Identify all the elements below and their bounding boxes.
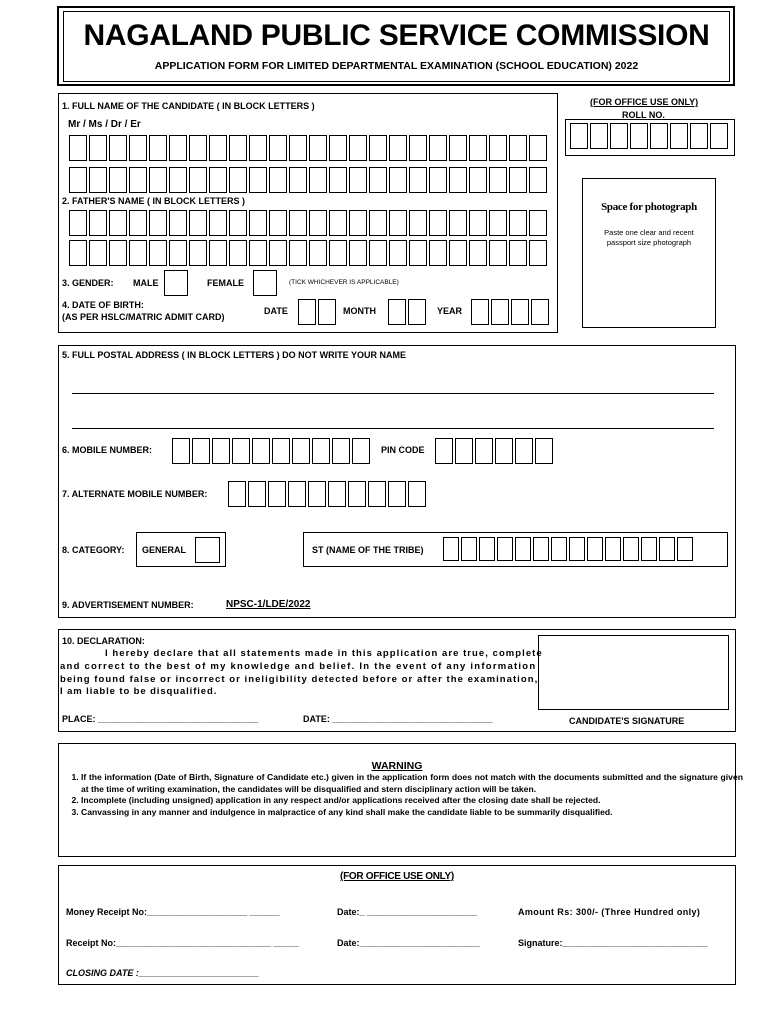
char-box[interactable] xyxy=(509,210,527,236)
char-box[interactable] xyxy=(489,210,507,236)
dob-year-label: YEAR xyxy=(437,306,463,316)
char-box[interactable] xyxy=(149,210,167,236)
dob-date-boxes[interactable] xyxy=(298,299,338,325)
char-box[interactable] xyxy=(248,481,266,507)
char-box[interactable] xyxy=(329,240,347,266)
mobile-label: 6. MOBILE NUMBER: xyxy=(62,445,152,455)
char-box[interactable] xyxy=(659,537,675,561)
char-box[interactable] xyxy=(69,135,87,161)
office-use-section xyxy=(58,865,736,985)
office-use-title: (FOR OFFICE USE ONLY) xyxy=(340,871,454,882)
form-subtitle: APPLICATION FORM FOR LIMITED DEPARTMENTAL EXAMINATION (SCHOOL EDUCATION) 2022 xyxy=(154,60,639,72)
char-box[interactable] xyxy=(172,438,190,464)
char-box[interactable] xyxy=(329,210,347,236)
char-box[interactable] xyxy=(409,240,427,266)
char-box[interactable] xyxy=(272,438,290,464)
char-box[interactable] xyxy=(479,537,495,561)
char-box[interactable] xyxy=(408,481,426,507)
char-box[interactable] xyxy=(349,210,367,236)
char-box[interactable] xyxy=(515,537,531,561)
char-box[interactable] xyxy=(509,240,527,266)
char-box[interactable] xyxy=(289,210,307,236)
char-box[interactable] xyxy=(449,210,467,236)
char-box[interactable] xyxy=(408,299,426,325)
dob-month-label: MONTH xyxy=(343,306,376,316)
char-box[interactable] xyxy=(192,438,210,464)
char-box[interactable] xyxy=(570,123,588,149)
char-box[interactable] xyxy=(232,438,250,464)
char-box[interactable] xyxy=(329,135,347,161)
char-box[interactable] xyxy=(269,210,287,236)
char-box[interactable] xyxy=(469,240,487,266)
declaration-line-1: I hereby declare that all statements made in this application are true, complete xyxy=(105,648,543,659)
alt-mobile-label: 7. ALTERNATE MOBILE NUMBER: xyxy=(62,489,208,499)
warning-item: 3. Canvassing in any manner and indulgence in malpractice of any kind shall make the candidate liable to be summarily disqualified. xyxy=(81,807,743,819)
male-checkbox[interactable] xyxy=(164,270,188,296)
father-name-boxes-row2[interactable] xyxy=(69,240,549,266)
char-box[interactable] xyxy=(529,167,547,193)
char-box[interactable] xyxy=(89,210,107,236)
char-box[interactable] xyxy=(710,123,728,149)
char-box[interactable] xyxy=(249,167,267,193)
char-box[interactable] xyxy=(169,210,187,236)
char-box[interactable] xyxy=(469,167,487,193)
declaration-line-2: and correct to the best of my knowledge and belief. In the event of any information xyxy=(60,661,537,672)
char-box[interactable] xyxy=(551,537,567,561)
char-box[interactable] xyxy=(388,299,406,325)
char-box[interactable] xyxy=(189,240,207,266)
char-box[interactable] xyxy=(605,537,621,561)
char-box[interactable] xyxy=(269,167,287,193)
char-box[interactable] xyxy=(109,240,127,266)
char-box[interactable] xyxy=(318,299,336,325)
char-box[interactable] xyxy=(209,135,227,161)
char-box[interactable] xyxy=(509,167,527,193)
char-box[interactable] xyxy=(368,481,386,507)
char-box[interactable] xyxy=(409,210,427,236)
declaration-line-4: I am liable to be disqualified. xyxy=(60,686,218,697)
char-box[interactable] xyxy=(670,123,688,149)
category-label: 8. CATEGORY: xyxy=(62,545,125,555)
char-box[interactable] xyxy=(461,537,477,561)
char-box[interactable] xyxy=(289,167,307,193)
male-label: MALE xyxy=(133,278,159,288)
char-box[interactable] xyxy=(268,481,286,507)
dob-month-boxes[interactable] xyxy=(388,299,428,325)
full-name-label: 1. FULL NAME OF THE CANDIDATE ( IN BLOCK LETTERS ) xyxy=(62,101,315,111)
tribe-name-boxes[interactable] xyxy=(443,537,695,561)
char-box[interactable] xyxy=(309,240,327,266)
address-label: 5. FULL POSTAL ADDRESS ( IN BLOCK LETTERS ) DO NOT WRITE YOUR NAME xyxy=(62,350,407,360)
char-box[interactable] xyxy=(89,167,107,193)
dob-year-boxes[interactable] xyxy=(471,299,551,325)
warning-item: 2. Incomplete (including unsigned) application in any respect and/or applications received after the closing date shall be rejected. xyxy=(81,795,743,807)
char-box[interactable] xyxy=(509,135,527,161)
char-box[interactable] xyxy=(109,210,127,236)
char-box[interactable] xyxy=(289,240,307,266)
char-box[interactable] xyxy=(369,135,387,161)
roll-no-cells[interactable] xyxy=(570,123,730,149)
char-box[interactable] xyxy=(352,438,370,464)
char-box[interactable] xyxy=(429,210,447,236)
char-box[interactable] xyxy=(529,135,547,161)
char-box[interactable] xyxy=(229,240,247,266)
char-box[interactable] xyxy=(349,167,367,193)
char-box[interactable] xyxy=(169,167,187,193)
char-box[interactable] xyxy=(149,240,167,266)
char-box[interactable] xyxy=(288,481,306,507)
signature-label: CANDIDATE'S SIGNATURE xyxy=(569,716,685,726)
char-box[interactable] xyxy=(489,135,507,161)
warning-title: WARNING xyxy=(371,760,423,772)
char-box[interactable] xyxy=(455,438,473,464)
char-box[interactable] xyxy=(329,167,347,193)
dob-date-label: DATE xyxy=(264,306,288,316)
char-box[interactable] xyxy=(429,167,447,193)
char-box[interactable] xyxy=(89,240,107,266)
char-box[interactable] xyxy=(443,537,459,561)
office-date-field-2[interactable]: Date:________________________ xyxy=(337,938,480,948)
char-box[interactable] xyxy=(308,481,326,507)
char-box[interactable] xyxy=(109,167,127,193)
char-box[interactable] xyxy=(109,135,127,161)
char-box[interactable] xyxy=(189,135,207,161)
char-box[interactable] xyxy=(469,210,487,236)
char-box[interactable] xyxy=(389,135,407,161)
char-box[interactable] xyxy=(269,135,287,161)
char-box[interactable] xyxy=(630,123,648,149)
char-box[interactable] xyxy=(511,299,529,325)
char-box[interactable] xyxy=(129,210,147,236)
photo-title: Space for photograph xyxy=(601,201,697,213)
closing-date-field[interactable]: CLOSING DATE :________________________ xyxy=(66,968,259,978)
char-box[interactable] xyxy=(332,438,350,464)
char-box[interactable] xyxy=(471,299,489,325)
roll-no-label: ROLL NO. xyxy=(622,110,665,120)
pin-code-boxes[interactable] xyxy=(435,438,555,464)
char-box[interactable] xyxy=(449,135,467,161)
char-box[interactable] xyxy=(650,123,668,149)
char-box[interactable] xyxy=(449,167,467,193)
char-box[interactable] xyxy=(429,135,447,161)
tick-note: (TICK WHICHEVER IS APPLICABLE) xyxy=(289,279,399,286)
char-box[interactable] xyxy=(529,240,547,266)
char-box[interactable] xyxy=(209,240,227,266)
char-box[interactable] xyxy=(348,481,366,507)
char-box[interactable] xyxy=(690,123,708,149)
char-box[interactable] xyxy=(389,167,407,193)
char-box[interactable] xyxy=(429,240,447,266)
declaration-heading: 10. DECLARATION: xyxy=(62,636,145,646)
general-checkbox[interactable] xyxy=(195,537,220,563)
char-box[interactable] xyxy=(312,438,330,464)
char-box[interactable] xyxy=(489,167,507,193)
char-box[interactable] xyxy=(309,135,327,161)
char-box[interactable] xyxy=(69,240,87,266)
char-box[interactable] xyxy=(209,167,227,193)
char-box[interactable] xyxy=(249,210,267,236)
char-box[interactable] xyxy=(677,537,693,561)
char-box[interactable] xyxy=(435,438,453,464)
title-options: Mr / Ms / Dr / Er xyxy=(68,119,141,130)
general-label: GENERAL xyxy=(142,545,187,555)
place-field[interactable]: PLACE: ________________________________ xyxy=(62,714,259,724)
warning-item: 1. If the information (Date of Birth, Signature of Candidate etc.) given in the application form does not match with the documents submitted and the signature given at the time of writing examination, the candidates will be disqualified and stern disciplinary action will be taken. xyxy=(81,772,743,795)
char-box[interactable] xyxy=(349,240,367,266)
mobile-boxes[interactable] xyxy=(172,438,372,464)
char-box[interactable] xyxy=(249,135,267,161)
char-box[interactable] xyxy=(389,240,407,266)
char-box[interactable] xyxy=(610,123,628,149)
char-box[interactable] xyxy=(469,135,487,161)
advertisement-label: 9. ADVERTISEMENT NUMBER: xyxy=(62,600,194,610)
female-checkbox[interactable] xyxy=(253,270,277,296)
advertisement-number: NPSC-1/LDE/2022 xyxy=(226,599,311,610)
char-box[interactable] xyxy=(449,240,467,266)
name-boxes-row1[interactable] xyxy=(69,135,549,161)
char-box[interactable] xyxy=(641,537,657,561)
char-box[interactable] xyxy=(228,481,246,507)
photo-note-2: passport size photograph xyxy=(606,238,692,247)
office-signature-field[interactable]: Signature:_____________________________ xyxy=(518,938,708,948)
char-box[interactable] xyxy=(129,167,147,193)
father-name-boxes-row1[interactable] xyxy=(69,210,549,236)
char-box[interactable] xyxy=(212,438,230,464)
char-box[interactable] xyxy=(535,438,553,464)
char-box[interactable] xyxy=(149,167,167,193)
char-box[interactable] xyxy=(229,167,247,193)
dob-note: (AS PER HSLC/MATRIC ADMIT CARD) xyxy=(62,312,225,322)
char-box[interactable] xyxy=(69,210,87,236)
char-box[interactable] xyxy=(497,537,513,561)
warning-list xyxy=(64,772,743,818)
money-receipt-field[interactable]: Money Receipt No:____________________ ______ xyxy=(66,907,280,917)
char-box[interactable] xyxy=(249,240,267,266)
name-boxes-row2[interactable] xyxy=(69,167,549,193)
char-box[interactable] xyxy=(169,240,187,266)
char-box[interactable] xyxy=(389,210,407,236)
char-box[interactable] xyxy=(129,240,147,266)
char-box[interactable] xyxy=(169,135,187,161)
char-box[interactable] xyxy=(229,135,247,161)
char-box[interactable] xyxy=(409,167,427,193)
photo-note-1: Paste one clear and recent xyxy=(604,228,694,237)
char-box[interactable] xyxy=(529,210,547,236)
char-box[interactable] xyxy=(349,135,367,161)
receipt-no-field[interactable]: Receipt No:_______________________________ _____ xyxy=(66,938,299,948)
form-title: NAGALAND PUBLIC SERVICE COMMISSION xyxy=(83,19,710,52)
char-box[interactable] xyxy=(369,167,387,193)
char-box[interactable] xyxy=(531,299,549,325)
female-label: FEMALE xyxy=(207,278,244,288)
father-name-label: 2. FATHER'S NAME ( IN BLOCK LETTERS ) xyxy=(62,196,245,206)
declaration-date-field[interactable]: DATE: ________________________________ xyxy=(303,714,493,724)
char-box[interactable] xyxy=(328,481,346,507)
char-box[interactable] xyxy=(209,210,227,236)
char-box[interactable] xyxy=(89,135,107,161)
char-box[interactable] xyxy=(289,135,307,161)
char-box[interactable] xyxy=(489,240,507,266)
char-box[interactable] xyxy=(569,537,585,561)
char-box[interactable] xyxy=(369,240,387,266)
st-label: ST (NAME OF THE TRIBE) xyxy=(312,545,424,555)
char-box[interactable] xyxy=(533,537,549,561)
pin-code-label: PIN CODE xyxy=(381,445,425,455)
char-box[interactable] xyxy=(149,135,167,161)
char-box[interactable] xyxy=(269,240,287,266)
char-box[interactable] xyxy=(475,438,493,464)
char-box[interactable] xyxy=(252,438,270,464)
char-box[interactable] xyxy=(229,210,247,236)
char-box[interactable] xyxy=(189,210,207,236)
char-box[interactable] xyxy=(388,481,406,507)
address-line-2[interactable] xyxy=(72,428,714,429)
char-box[interactable] xyxy=(309,167,327,193)
char-box[interactable] xyxy=(309,210,327,236)
amount-label: Amount Rs: 300/- (Three Hundred only) xyxy=(518,907,701,917)
char-box[interactable] xyxy=(129,135,147,161)
char-box[interactable] xyxy=(409,135,427,161)
char-box[interactable] xyxy=(515,438,533,464)
char-box[interactable] xyxy=(189,167,207,193)
char-box[interactable] xyxy=(590,123,608,149)
char-box[interactable] xyxy=(623,537,639,561)
office-use-label: (FOR OFFICE USE ONLY) xyxy=(590,97,699,107)
address-line-1[interactable] xyxy=(72,393,714,394)
char-box[interactable] xyxy=(587,537,603,561)
office-date-field-1[interactable]: Date:_ ______________________ xyxy=(337,907,478,917)
char-box[interactable] xyxy=(495,438,513,464)
declaration-line-3: being found false or incorrect or ineligibility detected before or after the examination, xyxy=(60,674,539,685)
char-box[interactable] xyxy=(298,299,316,325)
char-box[interactable] xyxy=(292,438,310,464)
char-box[interactable] xyxy=(491,299,509,325)
signature-box[interactable] xyxy=(538,635,729,710)
char-box[interactable] xyxy=(69,167,87,193)
gender-label: 3. GENDER: xyxy=(62,278,114,288)
alt-mobile-boxes[interactable] xyxy=(228,481,428,507)
dob-label: 4. DATE OF BIRTH: xyxy=(62,300,144,310)
char-box[interactable] xyxy=(369,210,387,236)
